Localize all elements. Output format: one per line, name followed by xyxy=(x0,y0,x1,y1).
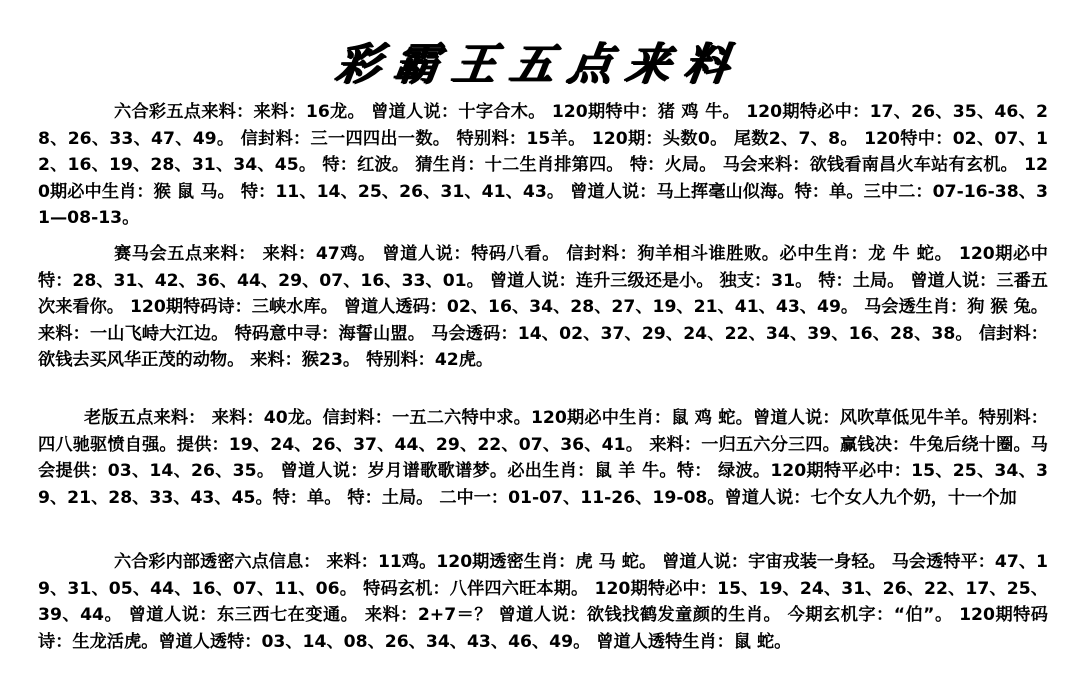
section-liuhecai-five-points: 六合彩五点来料：来料：16龙。 曾道人说：十字合木。 120期特中：猪 鸡 牛。 120期特必中：17、26、35、46、28、26、33、47、49。 信封料：三一四四出一数。 特别料：15羊。 120期：头数0。 尾数2、7、8。 120特中：02、07、12、16、19、28、31、34、45。 特：红波。 猜生肖：十二生肖排第四。 特：火局。 马会来料：欲钱看南昌火车站有玄机。 120期必中生肖：猴 鼠 马。 特：11、14、25、26、31、41、43。 曾道人说：马上挥毫山似海。特：单。三中二：07-16-38、31—08-13。 xyxy=(38,102,1048,228)
section-old-edition-five-points: 老版五点来料： 来料：40龙。信封料：一五二六特中求。120期必中生肖：鼠 鸡 蛇。曾道人说：风吹草低见牛羊。特别料：四八驰驱愤自强。提供：19、24、26、37、44、29、22、07、36、41。 来料：一归五六分三四。赢钱决：牛兔后绕十圈。马会提供：03、14、26、35。 曾道人说：岁月谱歌歌谱梦。必出生肖：鼠 羊 牛。特： 绿波。120期特平必中：15、25、34、39、21、28、33、43、45。特：单。 特：土局。 二中一：01-07、11-26、19-08。曾道人说：七个女人九个奶，十一个加 xyxy=(38,408,1048,508)
page-title: 彩霸王五点来料 xyxy=(332,39,746,90)
section-internal-six-points: 六合彩内部透密六点信息： 来料：11鸡。120期透密生肖：虎 马 蛇。 曾道人说：宇宙戎装一身轻。 马会透特平：47、19、31、05、44、16、07、11、06。 特码玄机：八伴四六旺本期。 120期特必中：15、19、24、31、26、22、17、25、39、44。 曾道人说：东三西七在变通。 来料：2+7＝？ 曾道人说：欲钱找鹤发童颜的生肖。 今期玄机字：“伯”。 120期特码诗：生龙活虎。曾道人透特：03、14、08、26、34、43、46、49。 曾道人透特生肖：鼠 蛇。 xyxy=(38,552,1048,652)
section-horse-club-five-points: 赛马会五点来料： 来料：47鸡。 曾道人说：特码八看。 信封料：狗羊相斗谁胜败。必中生肖：龙 牛 蛇。 120期必中特：28、31、42、36、44、29、07、16、33、01。 曾道人说：连升三级还是小。 独支：31。 特：土局。 曾道人说：三番五次来看你。 120期特码诗：三峡水库。 曾道人透码：02、16、34、28、27、19、21、41、43、49。 马会透生肖：狗 猴 兔。 来料：一山飞峙大江边。 特码意中寻：海誓山盟。 马会透码：14、02、37、29、24、22、34、39、16、28、38。 信封料：欲钱去买风华正茂的动物。 来料：猴23。 特别料：42虎。 xyxy=(38,244,1048,370)
